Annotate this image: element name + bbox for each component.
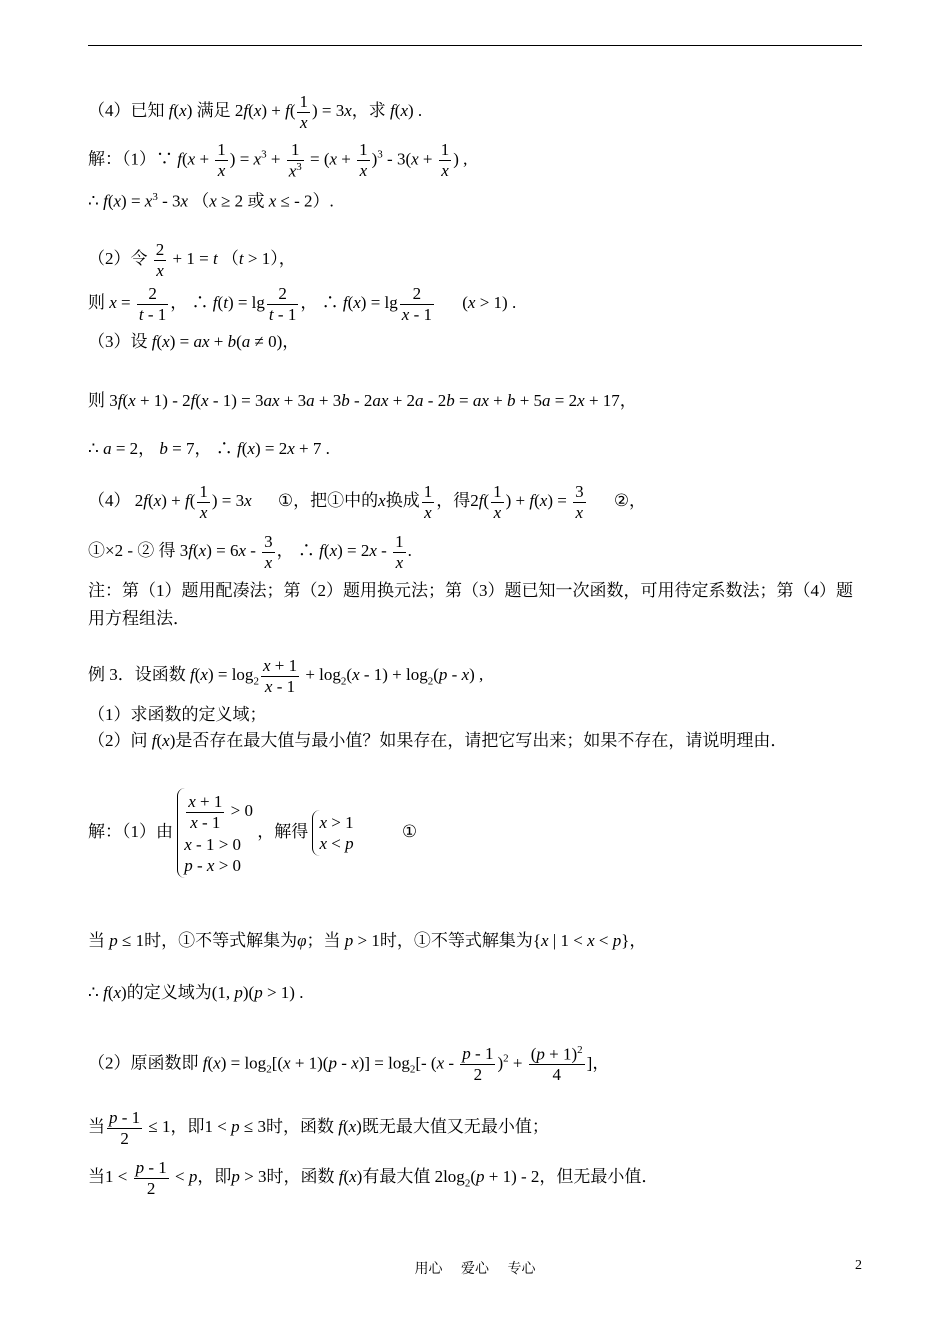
solution-cases: 当 p ≤ 1时，①不等式解集为φ；当 p > 1时，①不等式解集为{x | 1 < x < p}， — [88, 931, 647, 950]
solution-2-substitution: （2）令 $\frac{2}{x}$ + 1 = t （t > 1）， — [88, 240, 296, 280]
solution-2-result: 则 x = $\frac{2}{t - 1}$ ， ∴ f(t) = lg $\frac{2}{t - 1}$ ， ∴ f(x) = lg $\frac{2}{x - 1}$ (x > 1) . — [88, 284, 517, 324]
note-line-2: 用方程组法． — [88, 609, 190, 628]
page-footer: 用心 爱心 专心 — [414, 1261, 536, 1277]
example-3-question-2: （2）问 f(x)是否存在最大值与最小值？如果存在，请把它写出来；如果不存在，请说明理由． — [88, 731, 788, 750]
solved-system: x > 1 x < p — [312, 810, 353, 856]
solution-part-2: （2）原函数即 $f(x) = \log_2[(x + 1)(p - x)] = \log_2[-$ (x - $\frac{p - 1}{2}$ )$^2$ + $\frac{(p + 1)^2}{4}$ ]， — [88, 1044, 610, 1085]
note-line-1: 注：第（1）题用配凑法；第（2）题用换元法；第（3）题已知一次函数，可用待定系数法；第（4）题 — [88, 581, 853, 600]
inequality-system: $\frac{x + 1}{x - 1}$ > 0 x - 1 > 0 p - x > 0 — [177, 788, 253, 878]
header-rule — [88, 45, 862, 46]
solution-1-result: ∴ $f(x) = x^3 - 3x$ （x ≥ 2 或 x ≤ - 2）. — [88, 191, 334, 211]
example-3-statement: 例 3．设函数 $f(x) = \log_2$ $\frac{x + 1}{x - 1}$ + $\log_2(x - 1) + \log_2(p - x)$ , — [88, 656, 484, 696]
solution-1-line: 解：（1）∵ f(x + $\frac{1}{x}$ ) = $x^3$ + $\frac{1}{x^3}$ = (x + $\frac{1}{x}$ )$^3$ - 3(x + $\frac{1}{x}$ ) , — [88, 140, 468, 181]
solution-system: 解：（1）由 $\frac{x + 1}{x - 1}$ > 0 x - 1 > 0 p - x > 0 ，解得 x > 1 x < p ① — [88, 788, 417, 878]
problem-4-statement: （4）已知 f(x) 满足 2f(x) + f( $\frac{1}{x}$ ) = 3x，求 f(x) . — [88, 92, 423, 132]
solution-4-result: ①×2 - ② 得 3f(x) = 6x - $\frac{3}{x}$ ， ∴ f(x) = 2x - $\frac{1}{x}$ . — [88, 532, 412, 572]
solution-4-equation: （4） 2f(x) + f( $\frac{1}{x}$ ) = 3x ①，把①中的x换成 $\frac{1}{x}$ ，得2f( $\frac{1}{x}$ ) + f(x) = $\frac{3}{x}$ ②， — [88, 482, 647, 522]
solution-case-2: 当1 < $\frac{p - 1}{2}$ < p，即p > 3时，函数 f(x)有最大值 $2\log_2(p + 1) - 2$，但无最小值． — [88, 1158, 659, 1198]
solution-3-setup: （3）设 f(x) = ax + b(a ≠ 0)， — [88, 332, 300, 351]
example-3-question-1: （1）求函数的定义域； — [88, 705, 267, 724]
solution-3-equation: 则 3f(x + 1) - 2f(x - 1) = 3ax + 3a + 3b - 2ax + 2a - 2b = ax + b + 5a = 2x + 17， — [88, 391, 637, 410]
page-number: 2 — [855, 1258, 862, 1273]
solution-3-result: ∴ a = 2， b = 7， ∴ f(x) = 2x + 7 . — [88, 439, 330, 458]
solution-domain: ∴ f(x)的定义域为(1, p)(p > 1) . — [88, 983, 304, 1002]
solution-case-1: 当 $\frac{p - 1}{2}$ ≤ 1，即1 < p ≤ 3时，函数 f(x)既无最大值又无最小值； — [88, 1108, 549, 1148]
